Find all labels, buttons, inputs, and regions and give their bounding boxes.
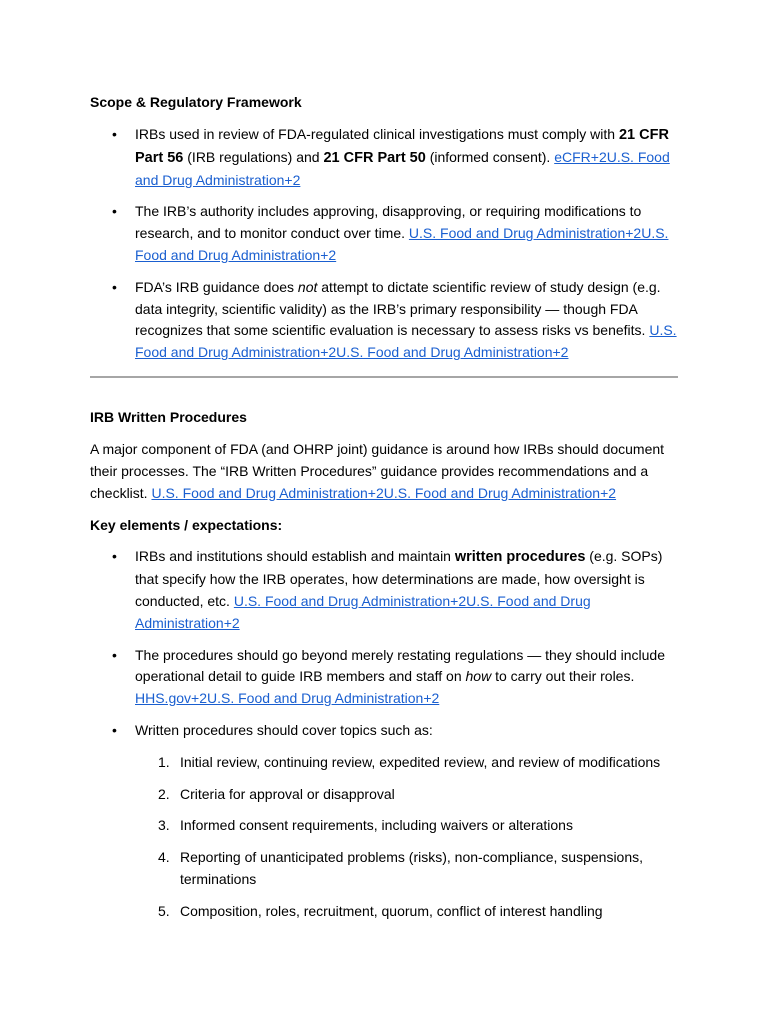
item-number: 5.	[158, 902, 170, 919]
list-item	[90, 124, 680, 191]
item-number: 2.	[158, 785, 170, 802]
text-span: (e.g. SOPs) that specify how the IRB operates, how determinations are made, how oversight is conducted, etc.	[135, 548, 663, 609]
source-link[interactable]: U.S. Food and Drug Administration+2U.S. Food and Drug Administration+2	[151, 484, 617, 501]
document-content	[90, 91, 680, 923]
source-link[interactable]: U.S. Food and Drug Administration+2U.S. Food and Drug Administration+2	[135, 592, 591, 631]
item-text: Informed consent requirements, including waivers or alterations	[180, 817, 573, 834]
numbered-item	[90, 784, 680, 806]
item-text: Initial review, continuing review, expedited review, and review of modifications	[180, 753, 661, 770]
topics-numbered-list	[90, 752, 680, 923]
subheading-key-elements: Key elements / expectations:	[90, 517, 283, 534]
text-span: (IRB regulations) and	[183, 148, 324, 165]
list-item	[90, 546, 680, 634]
text-span: Written procedures should cover topics such as:	[135, 721, 433, 738]
procedures-bullet-list	[90, 546, 680, 741]
item-number: 4.	[158, 849, 170, 866]
text-span: (informed consent).	[425, 148, 555, 165]
source-link[interactable]: HHS.gov+2U.S. Food and Drug Administration+2	[135, 690, 440, 707]
text-span: attempt to dictate scientific review of study design (e.g. data integrity, scientific validity) as the IRB’s primary responsibility — though FDA recognizes that some scientific evaluation is necessary to assess risks vs benefits.	[135, 278, 661, 339]
horizontal-divider	[90, 376, 678, 378]
item-text: Criteria for approval or disapproval	[180, 785, 395, 802]
list-item	[90, 201, 680, 266]
text-span: The IRB’s authority includes approving, disapproving, or requiring modifications to research, and to monitor conduct over time.	[135, 203, 642, 242]
bold-text: 21 CFR Part 56	[135, 127, 669, 166]
section-heading-scope: Scope & Regulatory Framework	[90, 94, 302, 110]
scope-bullet-list	[90, 124, 680, 364]
italic-text: how	[465, 668, 492, 685]
text-span: IRBs used in review of FDA-regulated clinical investigations must comply with	[135, 126, 619, 142]
intro-paragraph	[90, 439, 680, 504]
item-text: Reporting of unanticipated problems (risks), non-compliance, suspensions, terminations	[180, 849, 644, 887]
source-link[interactable]: eCFR+2U.S. Food and Drug Administration+2	[135, 148, 670, 188]
item-number: 3.	[158, 817, 170, 834]
italic-text: not	[297, 278, 318, 295]
item-number: 1.	[158, 753, 170, 770]
text-span: IRBs and institutions should establish and maintain	[135, 548, 455, 565]
list-item	[90, 720, 680, 742]
item-text: Composition, roles, recruitment, quorum, conflict of interest handling	[180, 902, 603, 919]
list-item	[90, 645, 680, 710]
list-item	[90, 277, 680, 364]
section-heading-written-procedures: IRB Written Procedures	[90, 408, 247, 425]
text-span: FDA’s IRB guidance does	[135, 278, 298, 295]
bold-text: 21 CFR Part 50	[323, 149, 426, 166]
numbered-item	[90, 752, 680, 774]
bold-text: written procedures	[454, 549, 586, 566]
text-span: A major component of FDA (and OHRP joint) guidance is around how IRBs should document their processes. The “IRB Written Procedures” guidance provides recommendations and a checklist.	[90, 440, 665, 501]
text-span: to carry out their roles.	[491, 668, 635, 685]
source-link[interactable]: U.S. Food and Drug Administration+2U.S. Food and Drug Administration+2	[135, 225, 669, 263]
source-link[interactable]: U.S. Food and Drug Administration+2U.S. Food and Drug Administration+2	[135, 322, 677, 361]
text-span: The procedures should go beyond merely restating regulations — they should include operational detail to guide IRB members and staff on	[135, 646, 665, 685]
numbered-item	[90, 815, 680, 837]
numbered-item	[90, 847, 680, 891]
numbered-item	[90, 901, 680, 923]
